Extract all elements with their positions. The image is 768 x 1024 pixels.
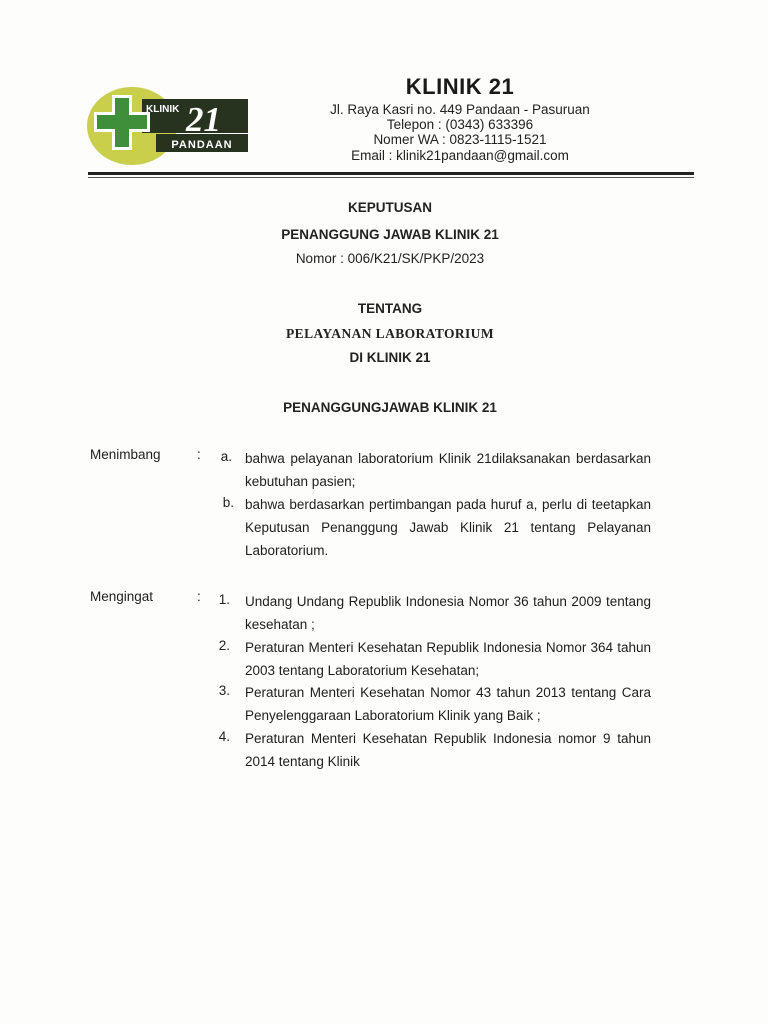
menimbang-item-b: bahwa berdasarkan pertimbangan pada huruf a, perlu di teetapkan Keputusan Penanggung Jawab Klinik 21 tentang Pelayanan Laboratorium. <box>245 497 651 558</box>
mengingat-item-2: Peraturan Menteri Kesehatan Republik Indonesia Nomor 364 tahun 2003 tentang Laboratorium Kesehatan; <box>245 640 651 678</box>
decree-authority: PENANGGUNGJAWAB KLINIK 21 <box>283 400 497 415</box>
mengingat-colon: : <box>197 589 201 604</box>
menimbang-marker-b: b. <box>222 495 234 510</box>
mengingat-marker-4: 4. <box>218 729 230 744</box>
mengingat-item-3: Peraturan Menteri Kesehatan Nomor 43 tahun 2013 tentang Cara Penyelenggaraan Laboratorium Klinik yang Baik ; <box>245 685 651 723</box>
decree-location: DI KLINIK 21 <box>349 350 431 365</box>
menimbang-colon: : <box>197 447 201 462</box>
mengingat-marker-2: 2. <box>218 638 230 653</box>
clinic-address: Jl. Raya Kasri no. 449 Pandaan - Pasuruan <box>330 102 590 117</box>
clinic-whatsapp: Nomer WA : 0823-1115-1521 <box>373 132 547 147</box>
decree-issuer: PENANGGUNG JAWAB KLINIK 21 <box>281 227 499 242</box>
mengingat-item-1: Undang Undang Republik Indonesia Nomor 36 tahun 2009 tentang kesehatan ; <box>245 594 651 632</box>
decree-heading: KEPUTUSAN <box>347 200 432 215</box>
logo-word: KLINIK <box>146 104 180 115</box>
mengingat-marker-1: 1. <box>218 592 230 607</box>
menimbang-marker-a: a. <box>220 449 232 464</box>
logo-subtitle: PANDAAN <box>171 139 233 151</box>
logo-number: 21 <box>186 100 221 139</box>
mengingat-marker-3: 3. <box>218 683 230 698</box>
clinic-logo <box>86 86 252 166</box>
menimbang-label: Menimbang <box>90 447 161 462</box>
mengingat-item-4: Peraturan Menteri Kesehatan Republik Indonesia nomor 9 tahun 2014 tentang Klinik <box>245 731 651 769</box>
header-divider-thin <box>88 177 694 178</box>
decree-subject: PELAYANAN LABORATORIUM <box>286 326 494 341</box>
header-divider <box>88 172 694 175</box>
clinic-phone: Telepon : (0343) 633396 <box>386 117 534 132</box>
decree-about-heading: TENTANG <box>357 301 423 316</box>
mengingat-label: Mengingat <box>90 589 154 604</box>
clinic-name: KLINIK 21 <box>405 74 515 99</box>
decree-number: Nomor : 006/K21/SK/PKP/2023 <box>295 251 485 266</box>
menimbang-item-a: bahwa pelayanan laboratorium Klinik 21dilaksanakan berdasarkan kebutuhan pasien; <box>245 451 651 489</box>
clinic-email: Email : klinik21pandaan@gmail.com <box>351 148 569 163</box>
